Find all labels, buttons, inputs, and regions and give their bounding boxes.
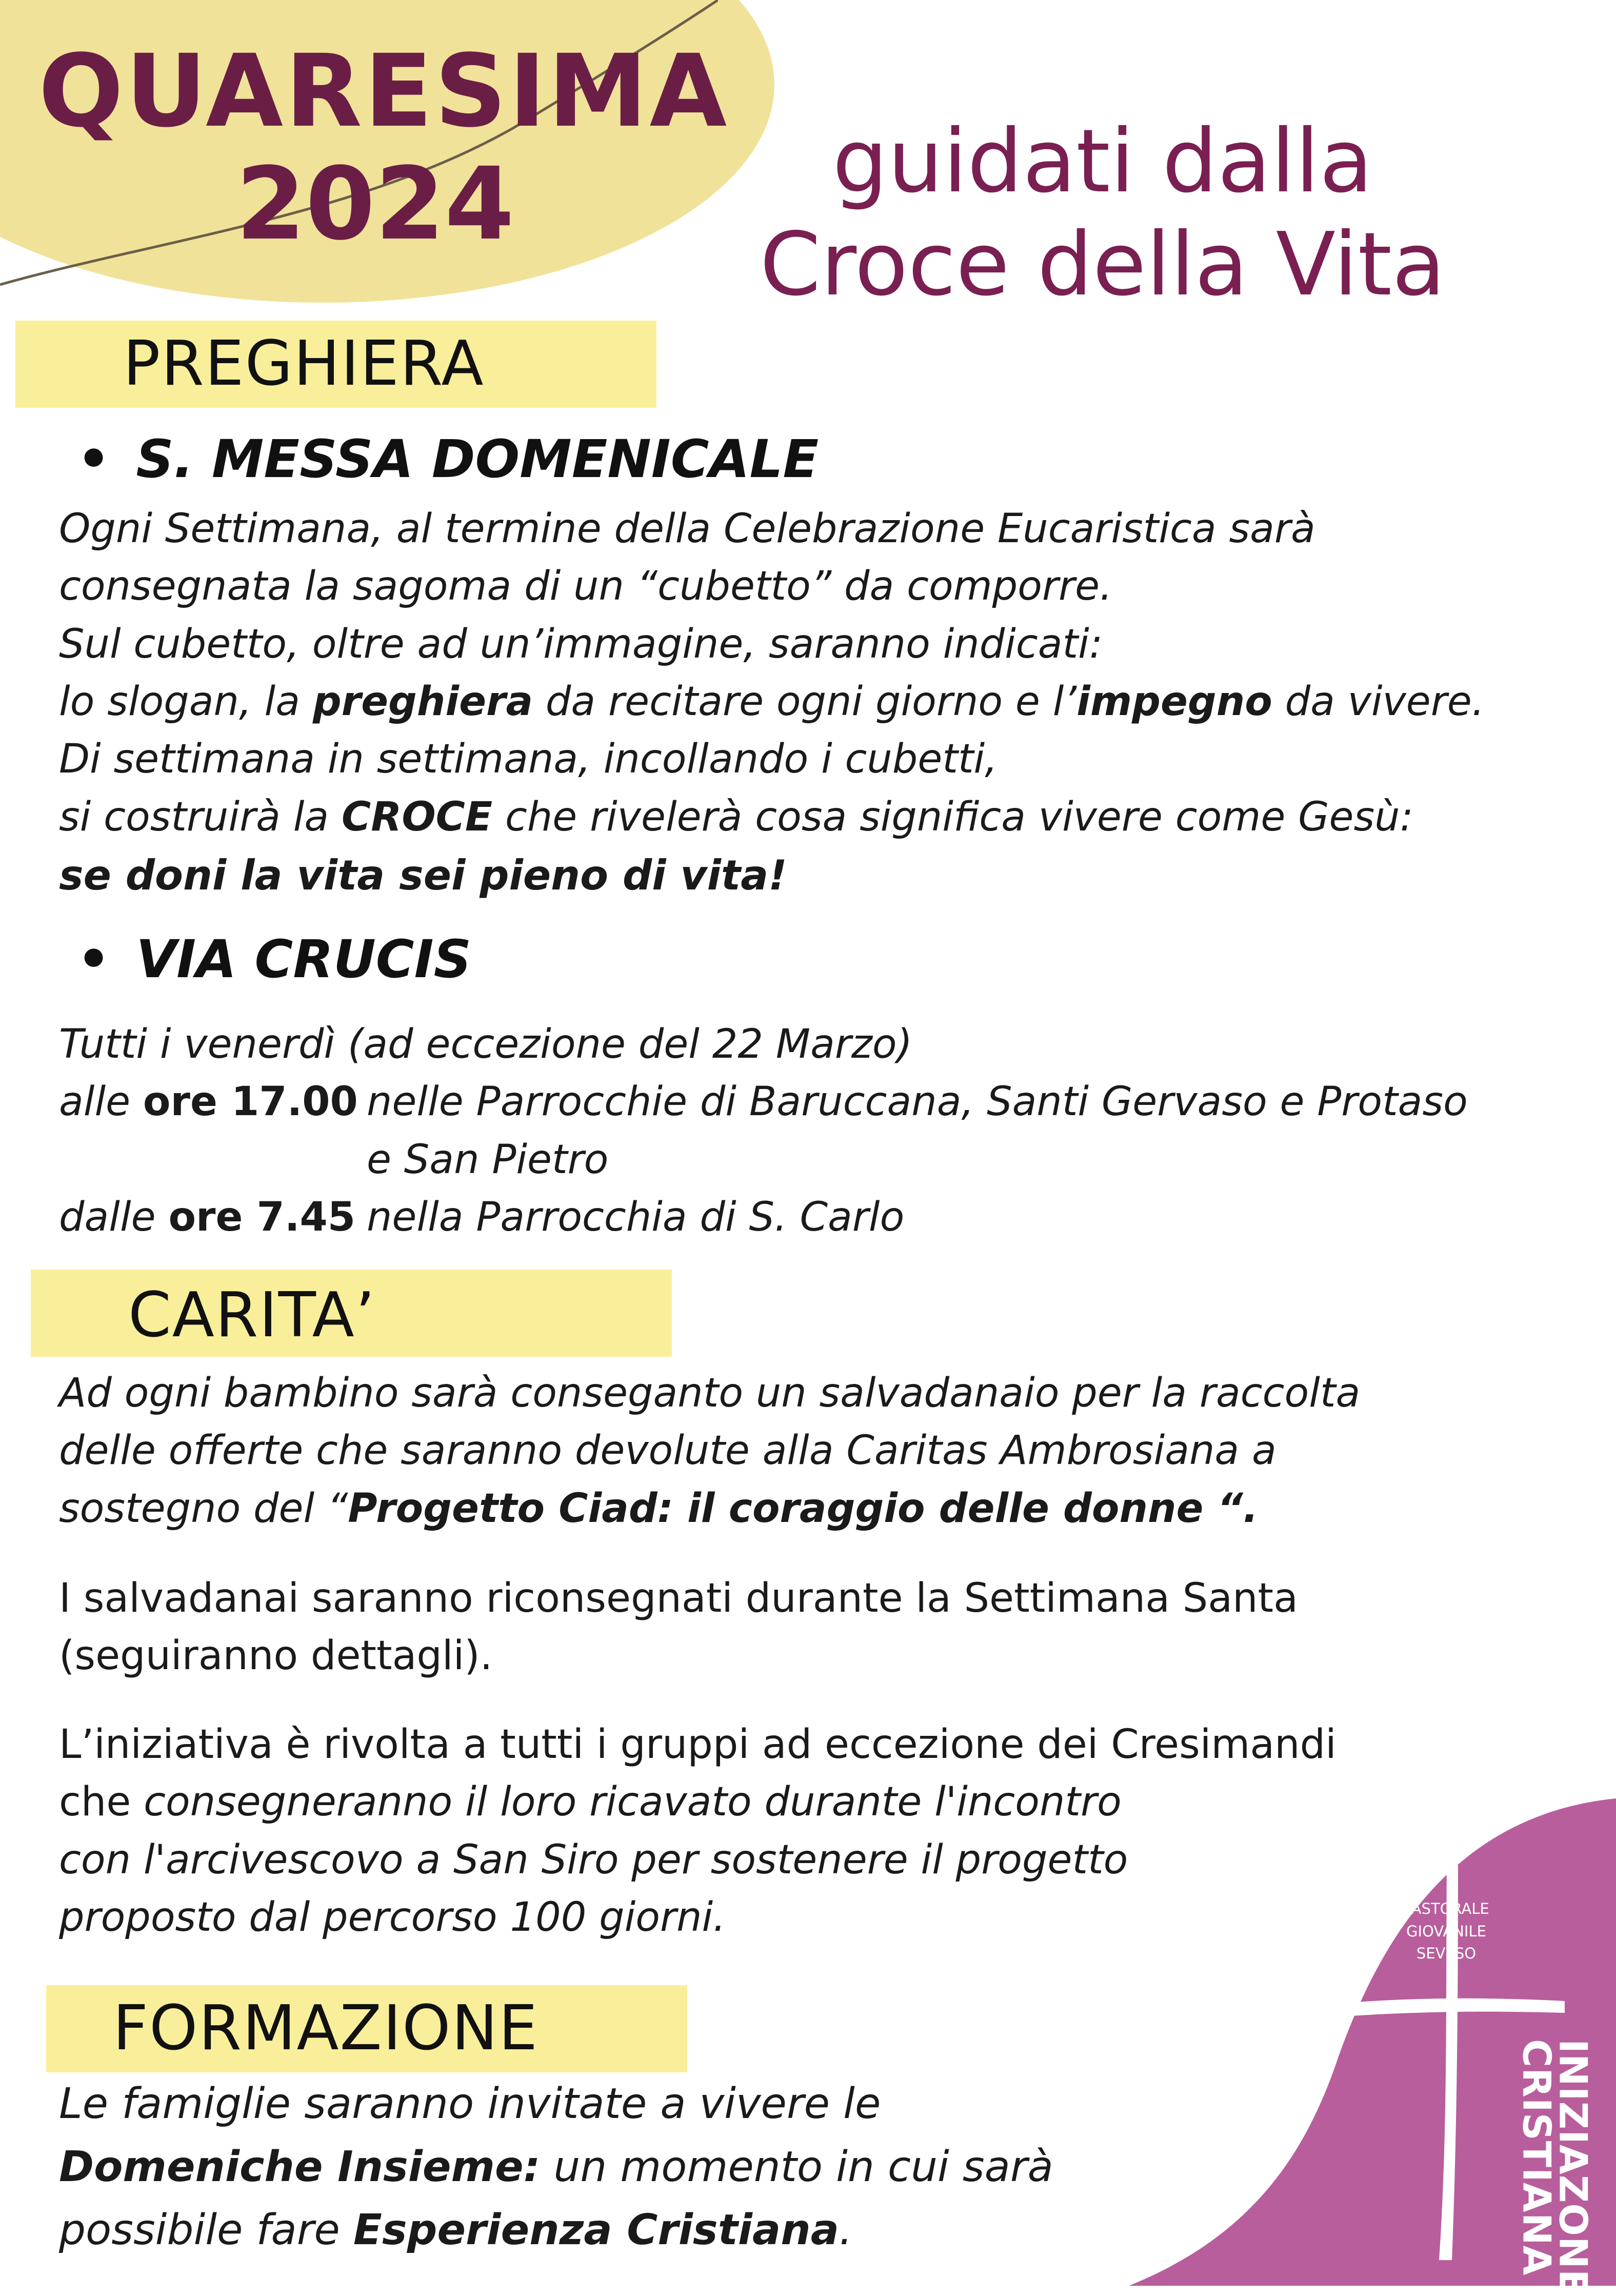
text: si costruirà la — [59, 794, 342, 840]
place-cell — [367, 1073, 1468, 1189]
bold-text: Domeniche Insieme: — [59, 2143, 541, 2191]
text: lo slogan, la — [59, 678, 313, 725]
place-cell: nella Parrocchia di S. Carlo — [367, 1194, 905, 1240]
text: alle — [59, 1079, 143, 1125]
text: un momento in cui sarà — [540, 2143, 1053, 2191]
carita-paragraph-2 — [59, 1570, 1598, 1685]
title-year: 2024 — [236, 146, 514, 262]
logo-caption — [1390, 1898, 1503, 1965]
carita-line: (seguiranno dettagli). — [59, 1633, 493, 1679]
bullet-via-crucis-title: • VIA CRUCIS — [77, 934, 471, 986]
carita-line: I salvadanai saranno riconsegnati durante la Settimana Santa — [59, 1575, 1298, 1621]
bold-text: CROCE — [342, 794, 493, 840]
section-heading-preghiera: PREGHIERA — [123, 328, 485, 400]
logo-line: PASTORALE — [1403, 1900, 1489, 1917]
bold-text: ore 7.45 — [168, 1194, 355, 1240]
text: nelle Parrocchie di Baruccana, Santi Gervaso e Protaso — [367, 1079, 1468, 1125]
via-crucis-paragraph — [59, 1016, 1598, 1246]
subtitle-line1: guidati dalla — [832, 111, 1373, 212]
messa-slogan: se doni la vita sei pieno di vita! — [59, 851, 787, 899]
messa-line — [59, 673, 1587, 730]
via-crucis-row — [59, 1189, 1598, 1246]
messa-line: Di settimana in settimana, incollando i cubetti, — [59, 736, 997, 783]
carita-line: delle offerte che saranno devolute alla Caritas Ambrosiana a — [59, 1428, 1276, 1474]
logo-vertical-text — [1514, 2039, 1596, 2296]
carita-line: con l'arcivescovo a San Siro per sostenere il progetto — [59, 1836, 1128, 1883]
formazione-line: Le famiglie saranno invitate a vivere le — [59, 2080, 881, 2128]
bold-text: Progetto Ciad: il coraggio delle donne “. — [348, 1485, 1259, 1532]
logo-vertical-line: INIZIAZONE — [1550, 2039, 1596, 2296]
time-cell — [59, 1189, 367, 1246]
carita-paragraph-1 — [59, 1364, 1598, 1537]
text: e San Pietro — [367, 1136, 609, 1183]
bullet-messa-title: • S. MESSA DOMENICALE — [77, 433, 819, 486]
bold-text: Esperienza Cristiana — [353, 2206, 840, 2254]
text: possibile fare — [59, 2206, 353, 2254]
subtitle-line2: Croce della Vita — [760, 213, 1446, 315]
subtitle — [718, 110, 1487, 316]
logo-vertical-line: CRISTIANA — [1514, 2039, 1560, 2276]
via-crucis-row — [59, 1073, 1598, 1189]
time-cell — [59, 1073, 367, 1189]
carita-line: L’iniziativa è rivolta a tutti i gruppi ad eccezione dei Cresimandi — [59, 1721, 1336, 1768]
carita-line: Ad ogni bambino sarà conseganto un salvadanaio per la raccolta — [59, 1370, 1361, 1416]
logo-line: SEVESO — [1416, 1945, 1477, 1962]
via-crucis-line: Tutti i venerdì (ad eccezione del 22 Marzo) — [59, 1021, 913, 1067]
text: consegneranno il loro ricavato durante l'incontro — [144, 1779, 1122, 1826]
carita-line: proposto dal percorso 100 giorni. — [59, 1894, 726, 1941]
bold-text: preghiera — [312, 678, 533, 725]
text: da vivere. — [1272, 678, 1485, 725]
title-quaresima: QUARESIMA — [38, 33, 729, 149]
text: dalle — [59, 1194, 169, 1240]
messa-paragraph — [59, 500, 1587, 900]
messa-line: Ogni Settimana, al termine della Celebrazione Eucaristica sarà — [59, 506, 1315, 552]
section-heading-formazione: FORMAZIONE — [113, 1993, 539, 2064]
text: che — [59, 1779, 144, 1826]
text: . — [839, 2206, 853, 2254]
text: che rivelerà cosa significa vivere come Gesù: — [492, 794, 1413, 840]
messa-line — [59, 788, 1587, 846]
bold-text: ore 17.00 — [143, 1079, 358, 1125]
messa-line: Sul cubetto, oltre ad un’immagine, saranno indicati: — [59, 621, 1103, 667]
section-heading-carita: CARITA’ — [128, 1280, 376, 1351]
bold-text: impegno — [1076, 678, 1272, 725]
carita-line — [59, 1480, 1598, 1537]
messa-line: consegnata la sagoma di un “cubetto” da comporre. — [59, 563, 1112, 610]
logo-line: GIOVANILE — [1406, 1922, 1486, 1940]
text: sostegno del “ — [59, 1485, 348, 1532]
text: da recitare ogni giorno e l’ — [533, 678, 1077, 725]
